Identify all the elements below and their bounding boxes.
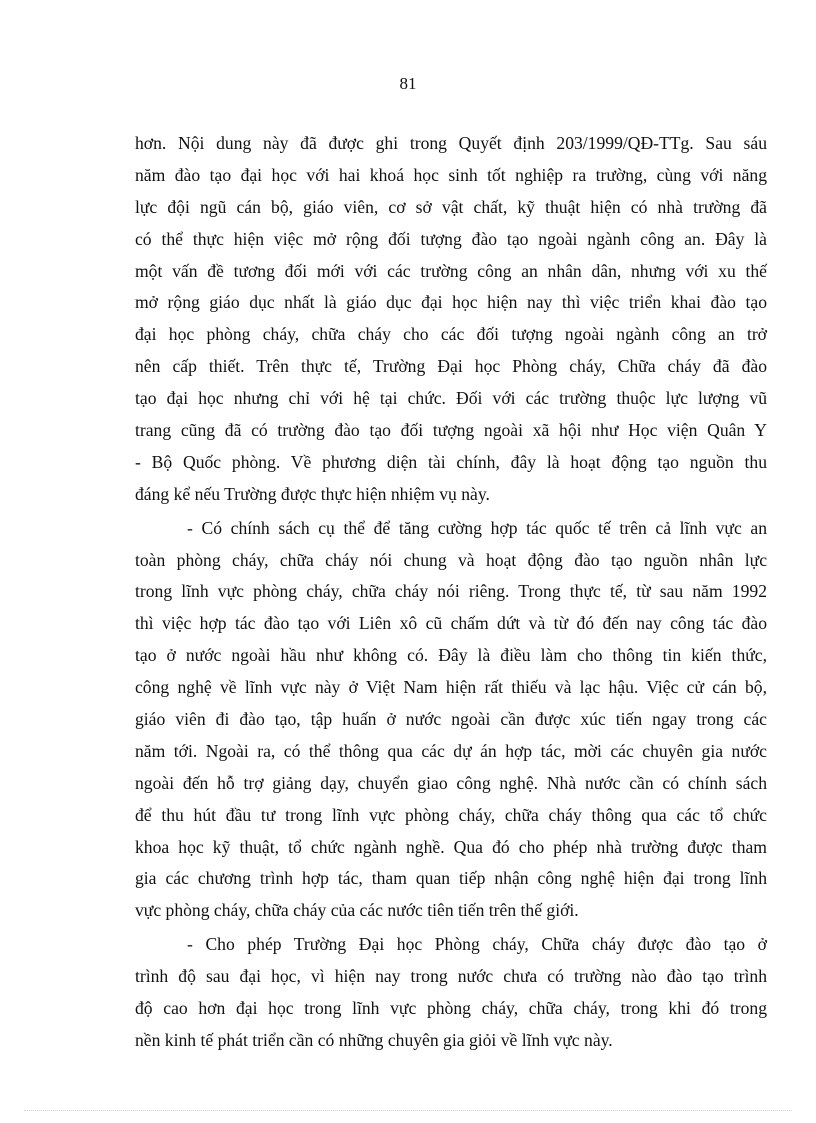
text-line: trang cũng đã có trường đào tạo đối tượng ngoài xã hội như Học viện Quân Y	[135, 420, 767, 441]
text-line: tạo ở nước ngoài hầu như không có. Đây là điều làm cho thông tin kiến thức,	[135, 645, 767, 666]
text-line: một vấn đề tương đối mới với các trường công an nhân dân, nhưng với xu thế	[135, 260, 767, 281]
text-line: để thu hút đầu tư trong lĩnh vực phòng cháy, chữa cháy thông qua các tổ chức	[135, 804, 767, 825]
text-line: công nghệ về lĩnh vực này ở Việt Nam hiện rất thiếu và lạc hậu. Việc cử cán bộ,	[135, 677, 767, 698]
document-body	[135, 128, 767, 1057]
text-line: ngoài đến hỗ trợ giảng dạy, chuyển giao công nghệ. Nhà nước cần có chính sách	[135, 772, 767, 793]
page-number: 81	[399, 74, 417, 93]
text-line: trình độ sau đại học, vì hiện nay trong nước chưa có trường nào đào tạo trình	[135, 966, 767, 987]
text-line: giáo viên đi đào tạo, tập huấn ở nước ngoài cần được xúc tiến ngay trong các	[135, 709, 767, 730]
text-line: trong lĩnh vực phòng cháy, chữa cháy nói riêng. Trong thực tế, từ sau năm 1992	[135, 581, 767, 602]
paragraph-3	[135, 929, 767, 1057]
text-line: có thể thực hiện việc mở rộng đối tượng đào tạo ngoài ngành công an. Đây là	[135, 228, 767, 249]
text-line: - Cho phép Trường Đại học Phòng cháy, Chữa cháy được đào tạo ở	[187, 934, 767, 955]
text-line: nền kinh tế phát triển cần có những chuyên gia giỏi về lĩnh vực này.	[135, 1029, 613, 1050]
text-line: - Bộ Quốc phòng. Về phương diện tài chính, đây là hoạt động tạo nguồn thu	[135, 451, 767, 472]
text-line: nên cấp thiết. Trên thực tế, Trường Đại học Phòng cháy, Chữa cháy đã đào	[135, 356, 767, 377]
text-line: năm đào tạo đại học với hai khoá học sinh tốt nghiệp ra trường, cùng với năng	[135, 164, 767, 185]
text-line: tạo đại học nhưng chỉ với hệ tại chức. Đối với các trường thuộc lực lượng vũ	[135, 388, 767, 409]
text-line: độ cao hơn đại học trong lĩnh vực phòng cháy, chữa cháy, trong khi đó trong	[135, 998, 767, 1019]
text-line: - Có chính sách cụ thể để tăng cường hợp tác quốc tế trên cả lĩnh vực an	[187, 517, 767, 538]
text-line: đại học phòng cháy, chữa cháy cho các đối tượng ngoài ngành công an trở	[135, 324, 767, 345]
text-line: thì việc hợp tác đào tạo với Liên xô cũ chấm dứt và từ đó đến nay công tác đào	[135, 613, 767, 634]
text-line: khoa học kỹ thuật, tổ chức ngành nghề. Qua đó cho phép nhà trường được tham	[135, 836, 767, 857]
text-line: lực đội ngũ cán bộ, giáo viên, cơ sở vật chất, kỹ thuật hiện có nhà trường đã	[135, 196, 767, 217]
paragraph-1	[135, 128, 767, 511]
text-line: đáng kể nếu Trường được thực hiện nhiệm vụ này.	[135, 483, 490, 504]
text-line: năm tới. Ngoài ra, có thể thông qua các dự án hợp tác, mời các chuyên gia nước	[135, 740, 767, 761]
text-line: hơn. Nội dung này đã được ghi trong Quyết định 203/1999/QĐ-TTg. Sau sáu	[135, 133, 767, 153]
text-line: vực phòng cháy, chữa cháy của các nước tiên tiến trên thế giới.	[135, 900, 579, 921]
text-line: mở rộng giáo dục nhất là giáo dục đại học hiện nay thì việc triển khai đào tạo	[135, 292, 767, 313]
text-line: toàn phòng cháy, chữa cháy nói chung và hoạt động đào tạo nguồn nhân lực	[135, 549, 767, 570]
footer-divider	[24, 1110, 792, 1111]
text-line: gia các chương trình hợp tác, tham quan tiếp nhận công nghệ hiện đại trong lĩnh	[135, 868, 767, 889]
paragraph-2	[135, 513, 767, 928]
